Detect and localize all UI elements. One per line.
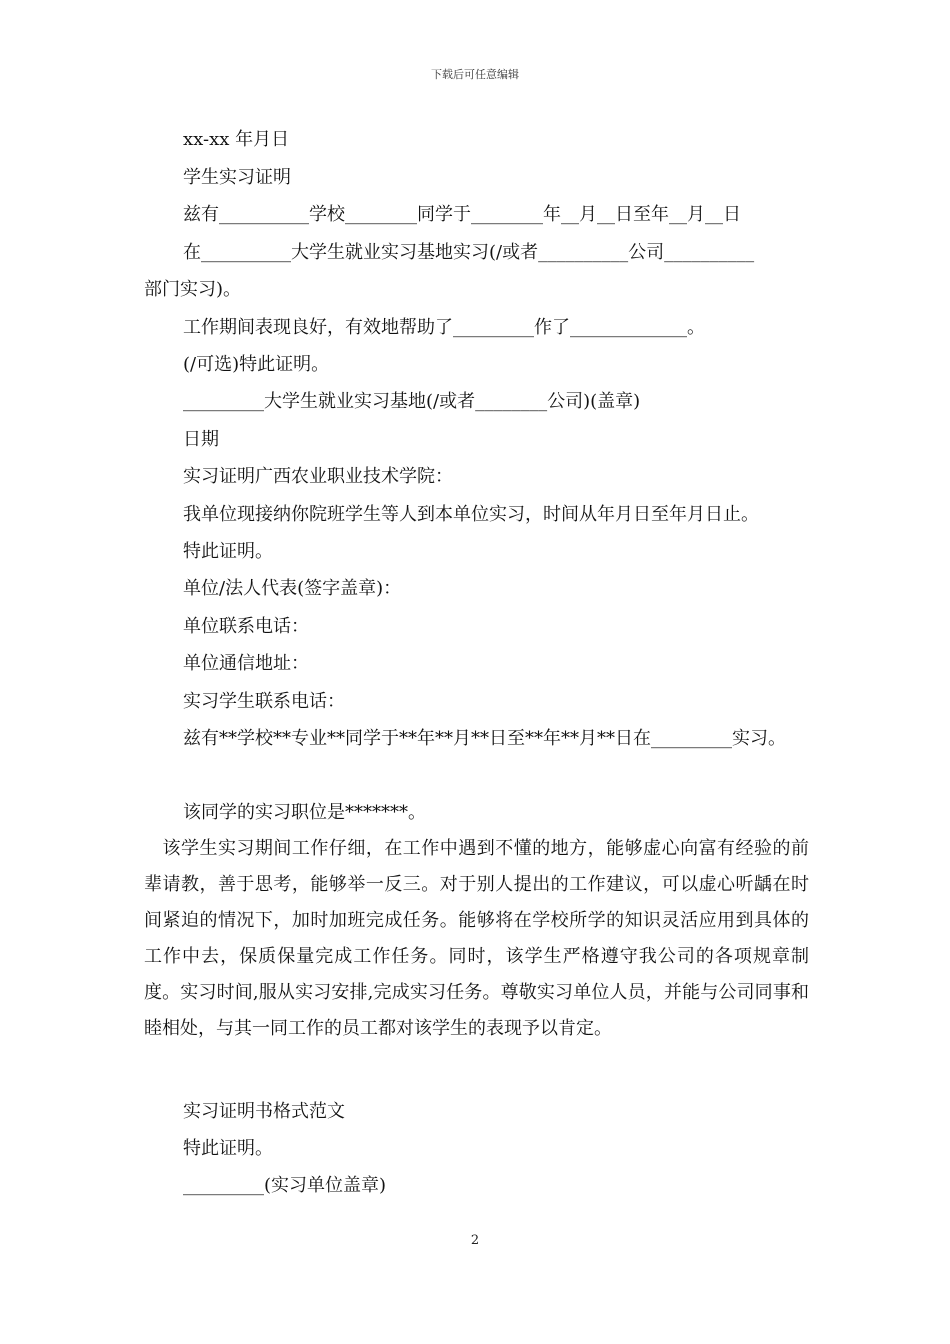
- date-line: xx-xx 年月日: [183, 129, 290, 150]
- legal-rep-line: 单位/法人代表(签字盖章)：: [183, 578, 402, 599]
- certificate-body-line-1: 兹有__________学校________同学于________年__月__日至年__月__日: [183, 204, 741, 225]
- unit-stamp-line: _________(实习单位盖章): [183, 1175, 387, 1196]
- title-student-internship-certificate: 学生实习证明: [183, 167, 291, 188]
- certificate-body-line-2: 在__________大学生就业实习基地实习(/或者__________公司__________: [183, 242, 755, 263]
- optional-certify-line: (/可选)特此证明。: [183, 354, 330, 375]
- certificate-body-line-3: 部门实习)。: [144, 279, 242, 300]
- addressee-line: 实习证明广西农业职业技术学院：: [183, 466, 453, 487]
- closing-certify-line: 特此证明。: [183, 1138, 273, 1159]
- student-phone-line: 实习学生联系电话：: [183, 691, 345, 712]
- page-number: 2: [470, 1233, 480, 1248]
- certify-line: 特此证明。: [183, 541, 273, 562]
- position-line: 该同学的实习职位是*******。: [183, 802, 426, 823]
- stamp-line: _________大学生就业实习基地(/或者________公司)(盖章): [183, 391, 641, 412]
- page-header: 下载后可任意编辑: [431, 68, 519, 81]
- unit-address-line: 单位通信地址：: [183, 653, 309, 674]
- work-performance-line: 工作期间表现良好，有效地帮助了_________作了_____________。: [183, 317, 705, 338]
- evaluation-paragraph: 该学生实习期间工作仔细，在工作中遇到不懂的地方，能够虚心向富有经验的前辈请教，善于思考，能够举一反三。对于别人提出的工作建议，可以虚心听龋在时间紧迫的情况下，加时加班完成任务。能够将在学校所学的知识灵活应用到具体的工作中去，保质保量完成工作任务。同时，该学生严格遵守我公司的各项规章制度。实习时间,服从实习安排,完成实习任务。尊敬实习单位人员，并能与公司同事和睦相处，与其一同工作的员工都对该学生的表现予以肯定。: [144, 838, 809, 1039]
- acceptance-line: 我单位现接纳你院班学生等人到本单位实习，时间从年月日至年月日止。: [183, 504, 759, 525]
- unit-phone-line: 单位联系电话：: [183, 616, 309, 637]
- template-line: 兹有**学校**专业**同学于**年**月**日至**年**月**日在_________实习。: [183, 728, 786, 749]
- sample-title-line: 实习证明书格式范文: [183, 1101, 345, 1122]
- date-label: 日期: [183, 429, 219, 450]
